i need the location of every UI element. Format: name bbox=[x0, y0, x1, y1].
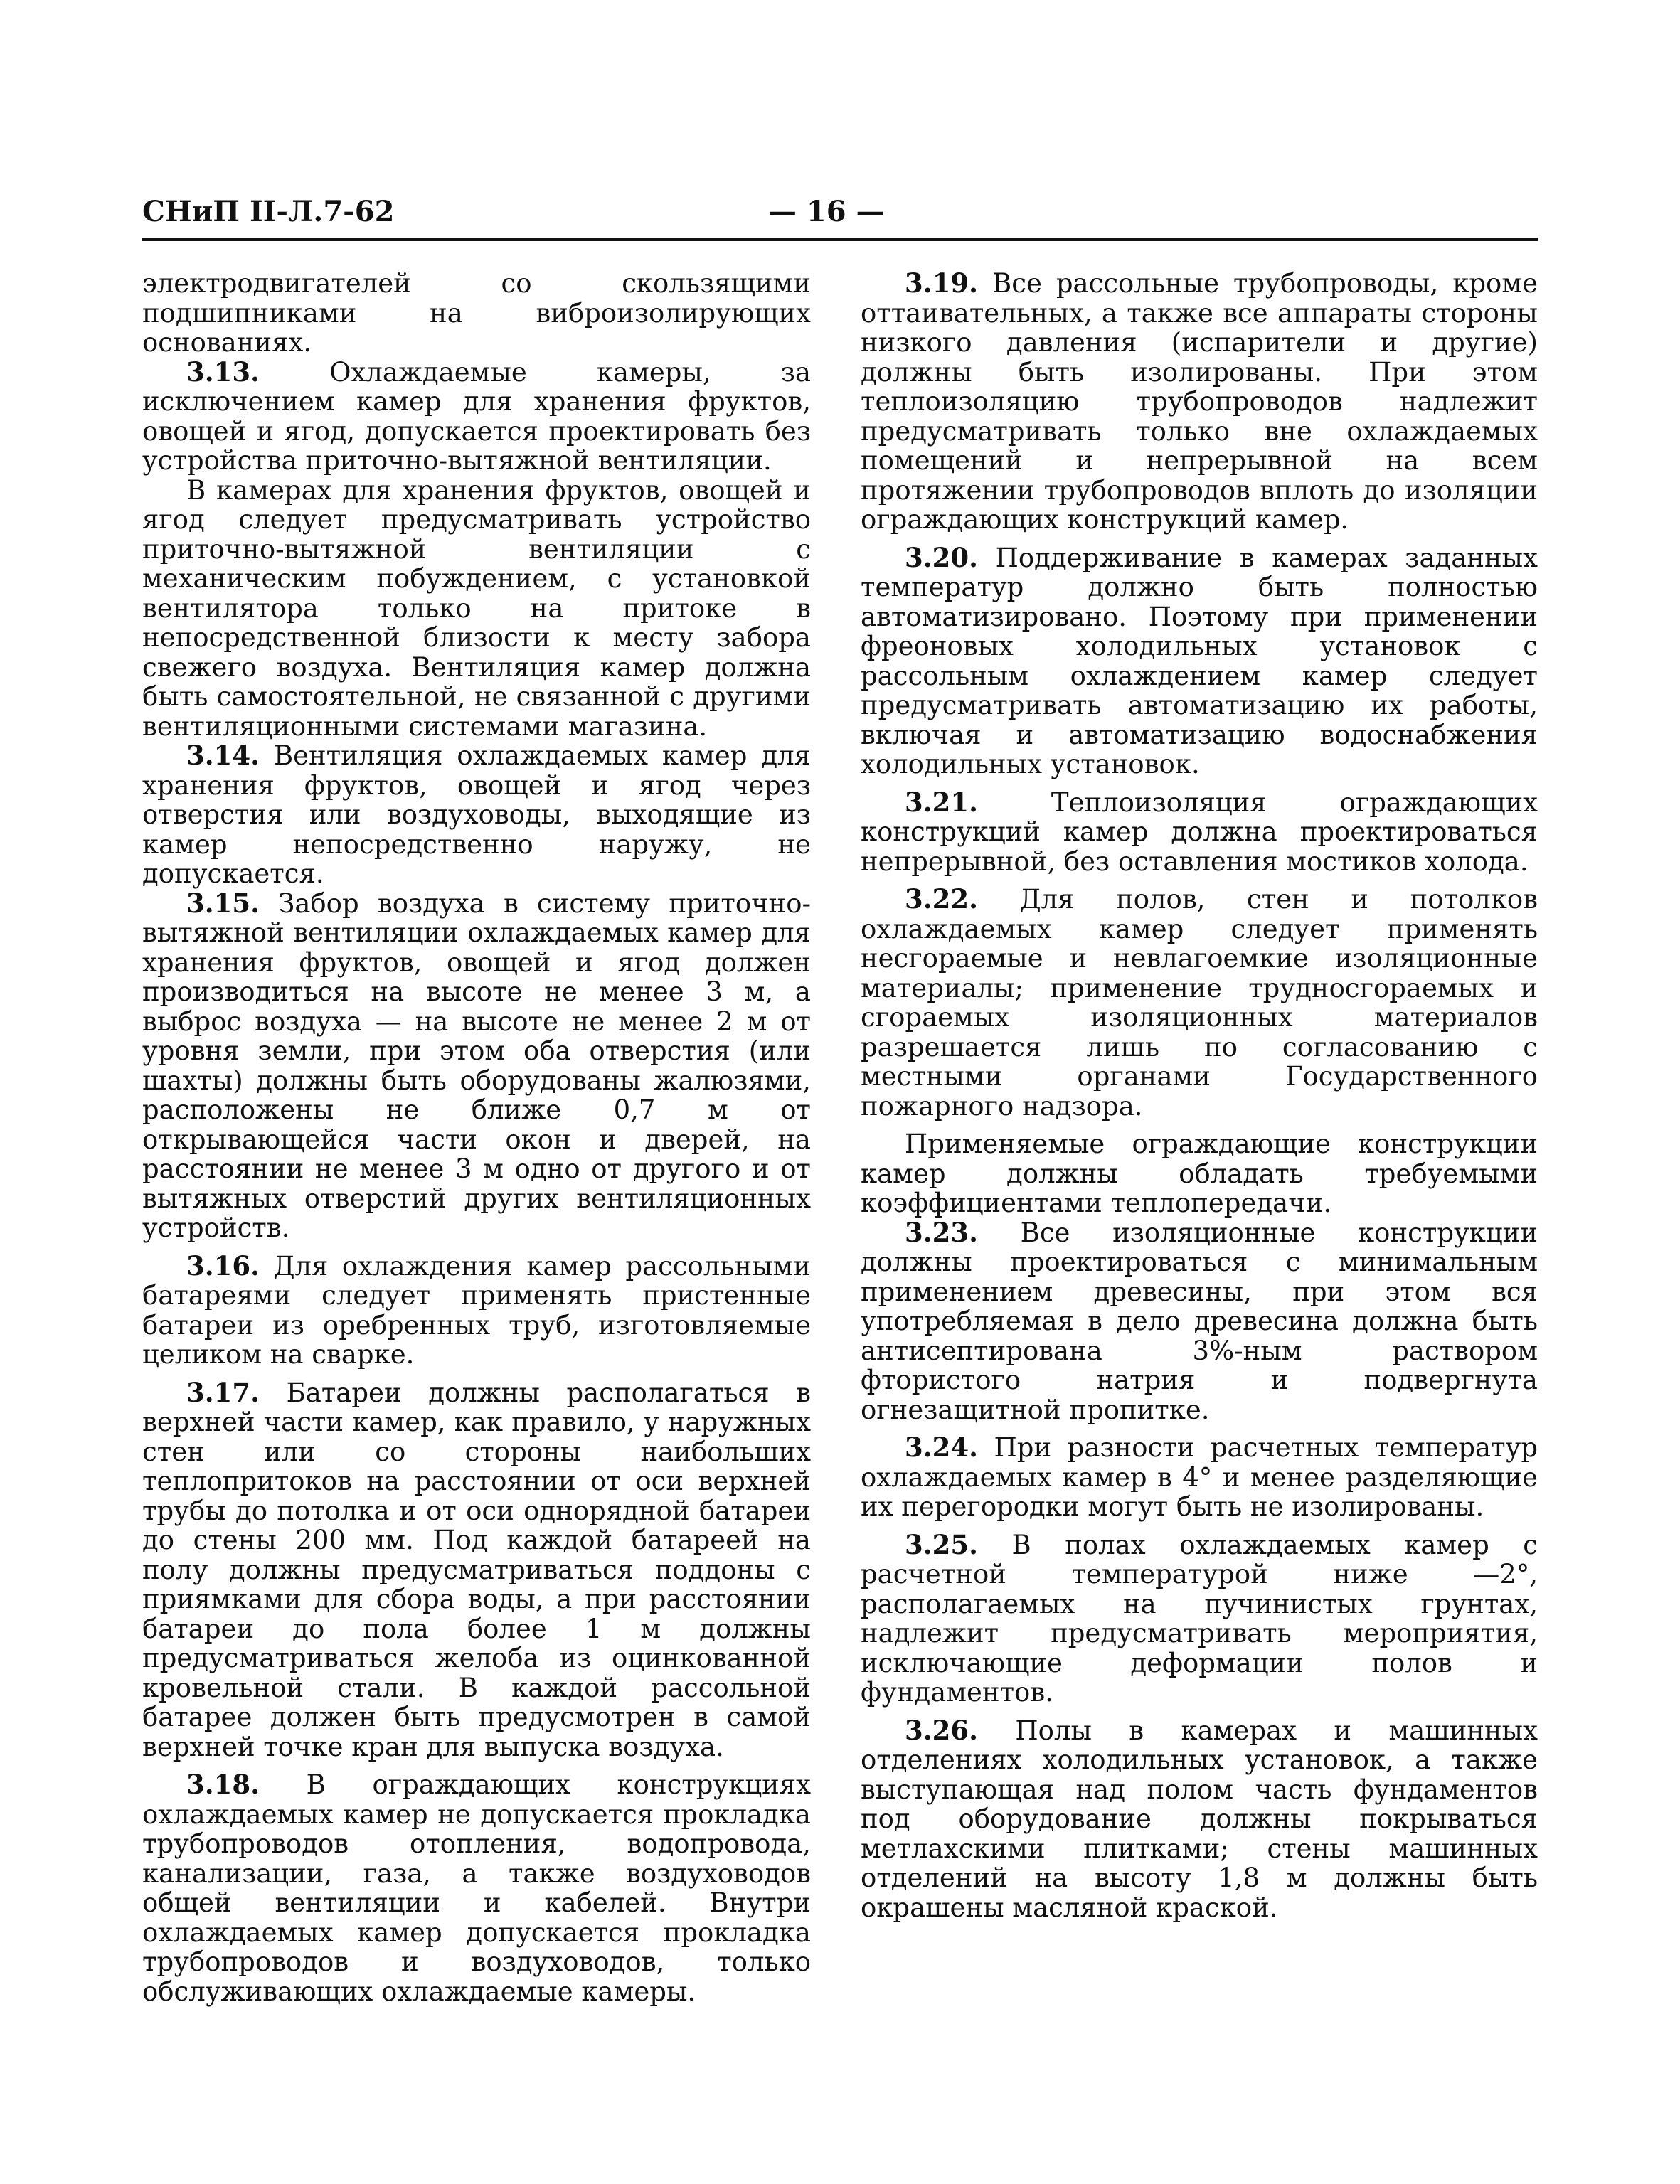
clause-3-24: 3.24. При разности расчетных температур охлаждаемых камер в 4° и менее разделяющие их перегородки могут быть не изолированы. bbox=[861, 1432, 1538, 1522]
clause-number: 3.24. bbox=[905, 1432, 978, 1463]
clause-3-13-paragraph: В камерах для хранения фруктов, овощей и ягод следует предусматривать устройство приточно-вытяжной вентиляции с механическим побуждением, с установкой вентилятора только на притоке в непосредственной близости к месту забора свежего воздуха. Вентиляция камер должна быть самостоятельной, не связанной с другими вентиляционными системами магазина. bbox=[142, 474, 811, 742]
clause-3-22-paragraph: Применяемые ограждающие конструкции камер должны обладать требуемыми коэффициентами теплопередачи. bbox=[861, 1129, 1538, 1218]
clause-3-20: 3.20. Поддерживание в камерах заданных температур должно быть полностью автоматизировано. Поэтому при применении фреоновых холодильных установок с рассольным охлаждением камер следует предусматривать автоматизацию их работы, включая и автоматизацию водоснабжения холодильных установок. bbox=[861, 541, 1538, 779]
clause-3-25: 3.25. В полах охлаждаемых камер с расчетной температурой ниже —2°, располагаемых на пучинистых грунтах, надлежит предусматривать мероприятия, исключающие деформации полов и фундаментов. bbox=[861, 1528, 1538, 1708]
clause-number: 3.20. bbox=[905, 541, 978, 573]
clause-3-17: 3.17. Батареи должны располагаться в верхней части камер, как правило, у наружных стен или со стороны наибольших теплопритоков на расстоянии от оси верхней трубы до потолка и от оси однорядной батареи до стены 200 мм. Под каждой батареей на полу должны предусматриваться поддоны с приямками для сбора воды, а при расстоянии батареи до пола более 1 м должны предусматриваться желоба из оцинкованной кровельной стали. В каждой рассольной батарее должен быть предусмотрен в самой верхней точке кран для выпуска воздуха. bbox=[142, 1376, 811, 1762]
clause-3-14: 3.14. Вентиляция охлаждаемых камер для хранения фруктов, овощей и ягод через отверстия или воздуховоды, выходящие из камер непосредственно наружу, не допускается. bbox=[142, 740, 811, 889]
page-header bbox=[142, 191, 1538, 233]
clause-number: 3.14. bbox=[186, 740, 260, 771]
clause-number: 3.21. bbox=[905, 786, 978, 818]
clause-3-26: 3.26. Полы в камерах и машинных отделениях холодильных установок, а также выступающая над полом часть фундаментов под оборудование должны покрываться метлахскими плитками; стены машинных отделений на высоту 1,8 м должны быть окрашены масляной краской. bbox=[861, 1714, 1538, 1923]
clause-number: 3.26. bbox=[905, 1714, 978, 1746]
clause-3-22: 3.22. Для полов, стен и потолков охлаждаемых камер следует применять несгораемые и невлагоемкие изоляционные материалы; применение трудносгораемых и сгораемых изоляционных материалов разрешается лишь по согласованию с местными органами Государственного пожарного надзора. bbox=[861, 883, 1538, 1122]
clause-number: 3.19. bbox=[905, 267, 978, 299]
clause-3-16: 3.16. Для охлаждения камер рассольными батареями следует применять пристенные батареи из оребренных труб, изготовляемые целиком на сварке. bbox=[142, 1250, 811, 1370]
right-column bbox=[861, 269, 1538, 1922]
clause-number: 3.22. bbox=[905, 883, 978, 915]
clause-number: 3.25. bbox=[905, 1528, 978, 1560]
clause-3-19: 3.19. Все рассольные трубопроводы, кроме оттаивательных, а также все аппараты стороны низкого давления (испарители и другие) должны быть изолированы. При этом теплоизоляцию трубопроводов надлежит предусматривать только вне охлаждаемых помещений и непрерывной на всем протяжении трубопроводов вплоть до изоляции ограждающих конструкций камер. bbox=[861, 267, 1538, 535]
page-number: — 16 — bbox=[768, 195, 885, 228]
clause-3-23: 3.23. Все изоляционные конструкции должны проектироваться с минимальным применением древесины, при этом вся употребляемая в дело древесина должна быть антисептирована 3%-ным раствором фтористого натрия и подвергнута огнезащитной пропитке. bbox=[861, 1216, 1538, 1425]
clause-number: 3.15. bbox=[186, 887, 260, 919]
clause-number: 3.23. bbox=[905, 1216, 978, 1248]
clause-number: 3.13. bbox=[186, 356, 260, 388]
clause-3-13: 3.13. Охлаждаемые камеры, за исключением камер для хранения фруктов, овощей и ягод, допускается проектировать без устройства приточно-вытяжной вентиляции. bbox=[142, 356, 812, 476]
left-column bbox=[142, 269, 811, 2006]
header-rule bbox=[142, 238, 1538, 241]
paragraph-continuation: электродвигателей со скользящими подшипниками на виброизолирующих основаниях. bbox=[142, 268, 811, 358]
clause-3-15: 3.15. Забор воздуха в систему приточно-вытяжной вентиляции охлаждаемых камер для хранения фруктов, овощей и ягод должен производиться на высоте не менее 3 м, а выброс воздуха — на высоте не менее 2 м от уровня земли, при этом оба отверстия (или шахты) должны быть оборудованы жалюзями, расположены не ближе 0,7 м от открывающейся части окон и дверей, на расстоянии не менее 3 м одно от другого и от вытяжных отверстий других вентиляционных устройств. bbox=[142, 887, 811, 1243]
clause-number: 3.16. bbox=[186, 1250, 260, 1282]
document-code: СНиП II-Л.7-62 bbox=[142, 195, 395, 228]
clause-3-21: 3.21. Теплоизоляция ограждающих конструкций камер должна проектироваться непрерывной, без оставления мостиков холода. bbox=[861, 786, 1538, 877]
clause-number: 3.18. bbox=[186, 1769, 260, 1800]
clause-number: 3.17. bbox=[186, 1376, 260, 1408]
clause-3-18: 3.18. В ограждающих конструкциях охлаждаемых камер не допускается прокладка трубопроводов отопления, водопровода, канализации, газа, а также воздуховодов общей вентиляции и кабелей. Внутри охлаждаемых камер допускается прокладка трубопроводов и воздуховодов, только обслуживающих охлаждаемые камеры. bbox=[142, 1769, 811, 2007]
